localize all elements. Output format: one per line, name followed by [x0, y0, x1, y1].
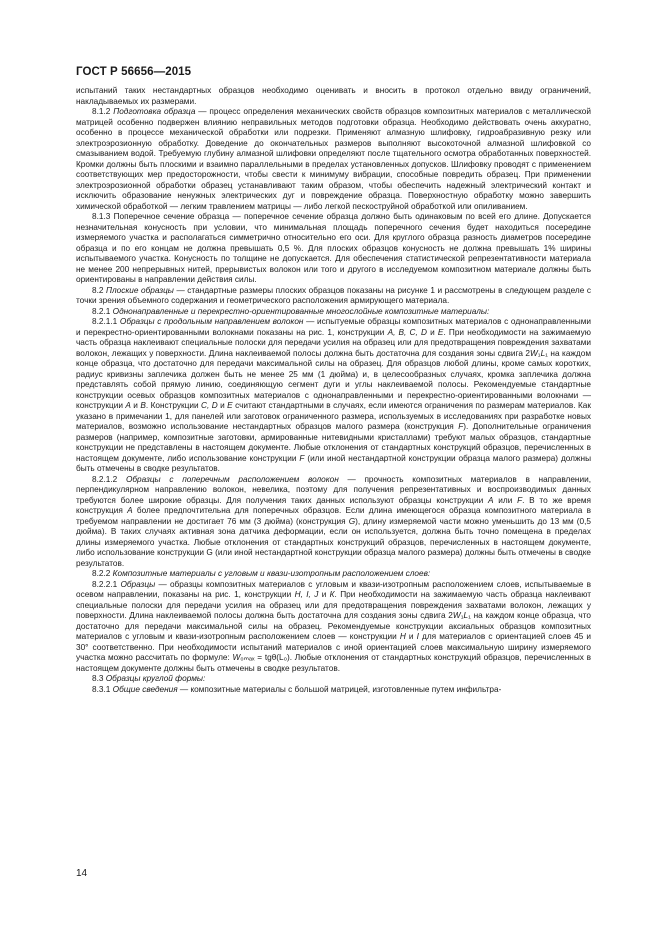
paragraph-continuation [76, 86, 591, 107]
italic-text-run: Е [227, 401, 233, 410]
text-run: и [426, 327, 438, 337]
text-run: 8.2.1 [92, 306, 113, 316]
text-run: — процесс определения механических свойств образцов композитных материалов с металлической матрицей особенно подвержен влиянию неправильных методов подготовки образца. Необходимо действовать очень аккуратно, особенно в процессе механической обработки или подрезки. Применяют алмазную шлифовку, гидроабразивную резку или электроэрозионную обработку. Доведение до окончательных размеров выполняют высокоточной алмазной шлифовкой со смазыванием водой. Требуемую глубину алмазной шлифовки определяют после тщательного осмотра обработанных поверхностей. Кромки должны быть плоскими и взаимно параллельными в пределах установленных допусков. Шлифовку проводят с применением соответствующих мер предосторожности, чтобы свести к минимуму вибрации, способные повредить образец. При применении электроэрозионной обработки образец устанавливают таким образом, чтобы обеспечить надежный электрический контакт и исключить образование ненужных электрических дуг и повреждение образца. Поверхностную обработку можно завершить химической обработкой — легким травлением матрицы — либо легкой пескоструйной обработкой или опиливанием. [76, 107, 591, 211]
italic-text-run: А, В, С, D [387, 327, 427, 337]
text-run: ₁ на каждом конце образца, что достаточно для передачи максимальной силы на образец. Рекомендуемые конструкции аксиальных образцов композитных материалов с угловым и квази-изотропным расположением слоев — конструкции [76, 611, 591, 641]
italic-text-run: Образцы круглой формы: [105, 674, 206, 683]
italic-text-run: А [127, 506, 133, 515]
italic-text-run: Композитные материалы с угловым и квази-изотропным расположением слоев: [112, 569, 431, 578]
text-run: 8.2 [92, 285, 107, 295]
paragraph-8-2-2-heading [76, 569, 591, 580]
italic-text-run: Е [437, 327, 444, 337]
paragraph-8-3-1-general [76, 685, 591, 696]
paragraph-8-2-flat-specimens [76, 286, 591, 307]
text-run: . При необходимости на зажимаемую часть образца наклеивают специальные полоски для передачи усилия на образец или для предотвращения повреждения захватами волокон, лежащих у поверхности. Длина наклеиваемой полосы должна быть достаточна для создания зоны сдвига 2 [76, 327, 591, 358]
text-run: ₁ на каждом конце образца, что достаточно для передачи максимальной силы на образец. Для образцов любой длины, кроме самых коротких, радиус кривизны заплечика должен быть не менее 25 мм (1 дюйма) и, в целесообразных случаях, кромка заплечика должна представлять собой прямую линию, соединяющую сегмент дуги и углы наклеиваемой полосы. Рекомендуемые стандартные конструкции осевых образцов композитных материалов с однонаправленными и перекрестно-ориентированными волокнами — конструкции [76, 348, 592, 410]
italic-text-run: А [488, 495, 494, 505]
text-run: (или иной нестандартной конструкции образца малого размера) должны быть отмечены в сводке результатов. [76, 453, 591, 473]
document-header: ГОСТ Р 56656—2015 [76, 66, 192, 78]
text-run: ₁ [460, 611, 464, 620]
italic-text-run: W [232, 653, 241, 662]
italic-text-run: L [540, 348, 546, 358]
text-run: 8.2.1.2 [92, 474, 126, 484]
text-run: — стандартные размеры плоских образцов показаны на рисунке 1 и рассмотрены в следующем разделе с точки зрения объемного содержания и геометрического расположения армирующего материала. [76, 285, 591, 305]
paragraph-8-1-3-cross-section [76, 212, 591, 286]
text-run: — образцы композитных материалов с угловым и квази-изотропным расположением слоев, испытываемые в осевом направлении, показаны на рис. 1, конструкции [76, 579, 591, 599]
text-run: и [405, 632, 417, 641]
text-run: . При необходимости на зажимаемую часть образца наклеивают специальные полоски для передачи усилия на образец или для предотвращения повреждения захватами волокон, лежащих у поверхности. Длина наклеиваемой полосы должна быть достаточна для создания зоны сдвига 2 [76, 590, 592, 620]
italic-text-run: В [140, 401, 146, 410]
italic-text-run: W [529, 348, 538, 358]
italic-text-run: К [329, 590, 335, 599]
italic-text-run: Н, I, J [294, 590, 319, 599]
text-run: 8.1.3 Поперечное сечение образца — поперечное сечение образца должно быть одинаковым по всей его длине. Допускается незначительная конусность при условии, что минимальная площадь поперечного сечения будет находиться посередине измеряемого участка и располагаться симметрично относительно его оси. Для круглого образца разность диаметров посередине образца и по его концам не должна превышать 0,5 %. Для плоских образцов конусность не должна превышать 1% ширины испытываемого участка. Конусность по толщине не допускается. Для обеспечения статистической репрезентативности материала не менее 200 непрерывных нитей, прерывистых волокон или того и другого в исследуемом композитном материале должны быть ориентированы в направлении действия силы. [76, 212, 591, 284]
italic-text-run: I [416, 632, 419, 641]
text-run: ), длину измеряемой части можно уменьшить до 13 мм (0,5 дюйма). В таких случаях активная зона датчика деформации, если он используется, должна быть точно помещена в пределах длины измеряемого участка. Любые отклонения от стандартных конструкций образцов, перечисленных в настоящем документе, либо использование конструкции G (или иной нестандартной конструкции образца малого размера) должны быть отмечены в сводке результатов. [76, 516, 591, 568]
text-run: и [318, 590, 330, 599]
text-run: или [493, 495, 518, 505]
text-run: 8.3.1 [92, 684, 113, 694]
text-run: . В то же время конструкция [76, 495, 592, 515]
italic-text-run: F [299, 453, 305, 463]
text-run: 8.2.2.1 [92, 579, 121, 589]
text-run: и [217, 401, 228, 410]
paragraph-8-3-heading [76, 674, 591, 685]
italic-text-run: Плоские образцы [106, 285, 174, 295]
text-run: . Конструкции [145, 401, 202, 410]
paragraph-8-2-1-heading [76, 307, 591, 318]
text-run: и [130, 401, 141, 410]
text-run: ₁ [537, 348, 541, 358]
paragraph-8-1-2-specimen-preparation [76, 107, 591, 212]
italic-text-run: Общие сведения [112, 684, 178, 694]
text-run: — прочность композитных материалов в направлении, перпендикулярном направлению волокон, невелика, поэтому для получения репрезентативных и воспроизводимых данных требуются более широкие образцы. Для получения таких данных используют образцы конструкции [76, 474, 591, 505]
text-run: считают стандартными в случаях, если имеются ограничения по размерам материалов. Как указано в примечании 1, для панелей или заготовок ограниченного размера, используемых в исследованиях при разработке новых материалов, возможно использование нестандартных образцов малого размера (конструкция [76, 401, 591, 431]
paragraph-8-2-2-1-specimens [76, 580, 591, 675]
italic-text-run: F [517, 495, 523, 505]
italic-text-run: А [125, 401, 131, 410]
italic-text-run: G [348, 516, 356, 526]
paragraph-8-2-1-1-longitudinal [76, 317, 591, 475]
text-run: ). Дополнительные ограничения размеров (например, композитные заготовки, армированные нитевидными кристаллами) требуют малых образцов, стандартные конструкции не представлены в настоящем документе. Любые отклонения от стандартных конструкций образцов, перечисленных в настоящем документе, либо использование конструкции [76, 422, 591, 463]
italic-text-run: W [452, 611, 461, 620]
document-body [76, 86, 591, 695]
text-run: ₀ₘₐₓ = tgθ(L₀). Любые отклонения от стандартных конструкций образцов, перечисленных в настоящем документе должны быть отмечены в сводке результатов. [76, 653, 591, 673]
paragraph-8-2-1-2-transverse [76, 475, 591, 570]
text-run: более предпочтительна для поперечных образцов. Если длина имеющегося образца композитного материала в требуемом направлении не достигает 76 мм (3 дюйма) (конструкция [76, 506, 591, 526]
italic-text-run: Образцы [120, 579, 156, 589]
italic-text-run: Однонаправленные и перекрестно-ориентированные многослойные композитные материалы: [112, 306, 490, 316]
page-number: 14 [76, 868, 88, 879]
text-run: для материалов с ориентацией слоев 45 и 30° соответственно. При необходимости испытаний материалов с иной ориентацией слоев максимальную ширину измеряемого участка можно рассчитать по формуле: [76, 632, 591, 662]
text-run: 8.1.2 [92, 107, 114, 116]
italic-text-run: L [463, 611, 469, 620]
text-run: — испытуемые образцы композитных материалов с однонаправленными и перекрестно-ориентированными волокнами показаны на рис. 1, конструкции [76, 317, 591, 337]
italic-text-run: Образцы с продольным направлением волокон [119, 317, 304, 326]
text-run: испытаний таких нестандартных образцов необходимо оценивать и вносить в протокол отдельно ввиду ограничений, накладываемых их размерами. [76, 86, 591, 106]
italic-text-run: С, D [201, 401, 218, 410]
italic-text-run: Подготовка образца [113, 107, 196, 116]
text-run: 8.3 [92, 674, 106, 683]
text-run: — композитные материалы с большой матрицей, изготовленные путем инфильтра- [177, 684, 502, 694]
italic-text-run: F [458, 422, 464, 431]
italic-text-run: Образцы с поперечным расположением волокон [125, 474, 339, 484]
text-run: 8.2.2 [92, 569, 113, 578]
text-run: 8.2.1.1 [92, 317, 120, 326]
italic-text-run: Н [399, 632, 406, 641]
